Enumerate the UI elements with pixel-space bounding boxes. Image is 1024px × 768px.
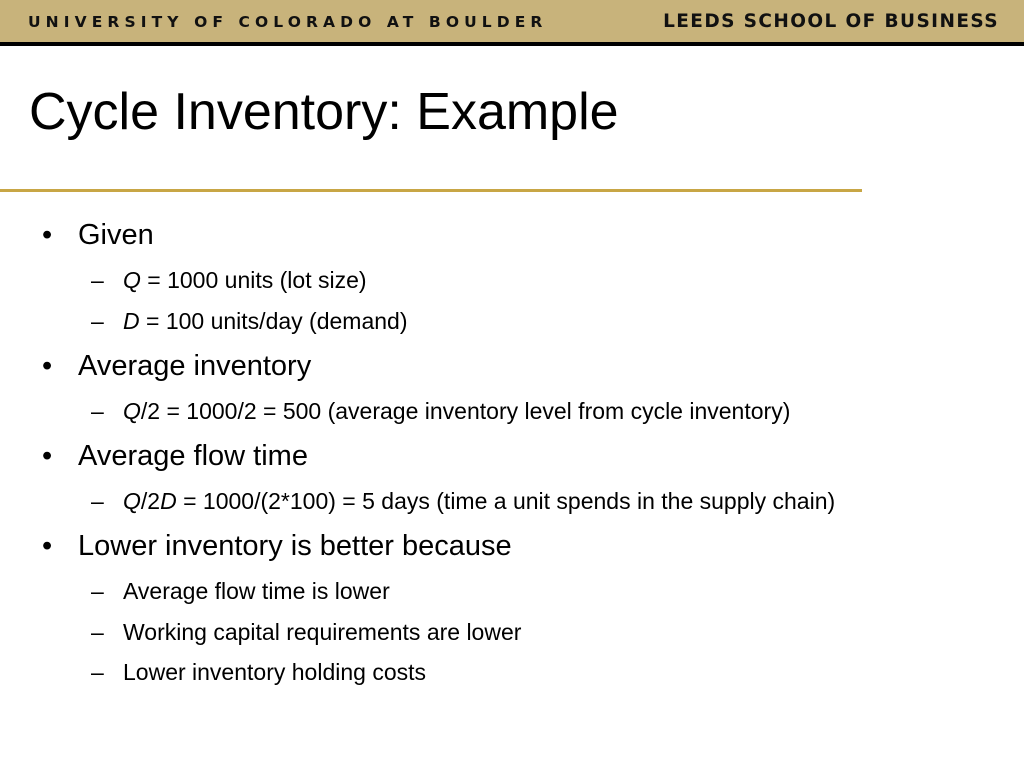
dash-marker: – (91, 659, 104, 685)
sub-bullet-text: = 1000 units (lot size) (140, 267, 367, 293)
sub-bullet-text: Average flow time is lower (123, 578, 390, 604)
slide-title: Cycle Inventory: Example (29, 83, 619, 141)
bullet-marker: • (42, 530, 53, 562)
variable-d: D (160, 488, 177, 514)
university-name: UNIVERSITY OF COLORADO AT BOULDER (28, 13, 548, 31)
bullet-text: Lower inventory is better because (78, 530, 512, 562)
variable-q: Q (123, 267, 141, 293)
dash-marker: – (91, 488, 104, 514)
bullet-text: Given (78, 219, 154, 251)
sub-bullet-item (91, 618, 522, 646)
bullet-item (42, 529, 512, 563)
bullet-item (42, 439, 308, 473)
sub-bullet-item (91, 658, 426, 686)
variable-q: Q (123, 488, 141, 514)
dash-marker: – (91, 267, 104, 293)
dash-marker: – (91, 308, 104, 334)
dash-marker: – (91, 619, 104, 645)
sub-bullet-text: = 1000/(2*100) = 5 days (time a unit spends in the supply chain) (176, 488, 836, 514)
sub-bullet-item (91, 266, 367, 294)
bullet-marker: • (42, 440, 53, 472)
dash-marker: – (91, 398, 104, 424)
sub-bullet-text: Lower inventory holding costs (123, 659, 426, 685)
sub-bullet-item (91, 577, 390, 605)
formula-fragment: /2 (140, 488, 161, 514)
bullet-item (42, 218, 154, 252)
sub-bullet-item (91, 397, 791, 425)
sub-bullet-text: Working capital requirements are lower (123, 619, 522, 645)
bullet-marker: • (42, 350, 53, 382)
school-name: LEEDS SCHOOL OF BUSINESS (663, 11, 999, 32)
sub-bullet-text: = 100 units/day (demand) (139, 308, 408, 334)
bullet-marker: • (42, 219, 53, 251)
sub-bullet-item (91, 307, 408, 335)
bullet-text: Average inventory (78, 350, 312, 382)
bullet-item (42, 349, 312, 383)
sub-bullet-item (91, 487, 836, 515)
dash-marker: – (91, 578, 104, 604)
variable-d: D (123, 308, 140, 334)
sub-bullet-text: /2 = 1000/2 = 500 (average inventory level from cycle inventory) (140, 398, 791, 424)
variable-q: Q (123, 398, 141, 424)
bullet-text: Average flow time (78, 440, 308, 472)
